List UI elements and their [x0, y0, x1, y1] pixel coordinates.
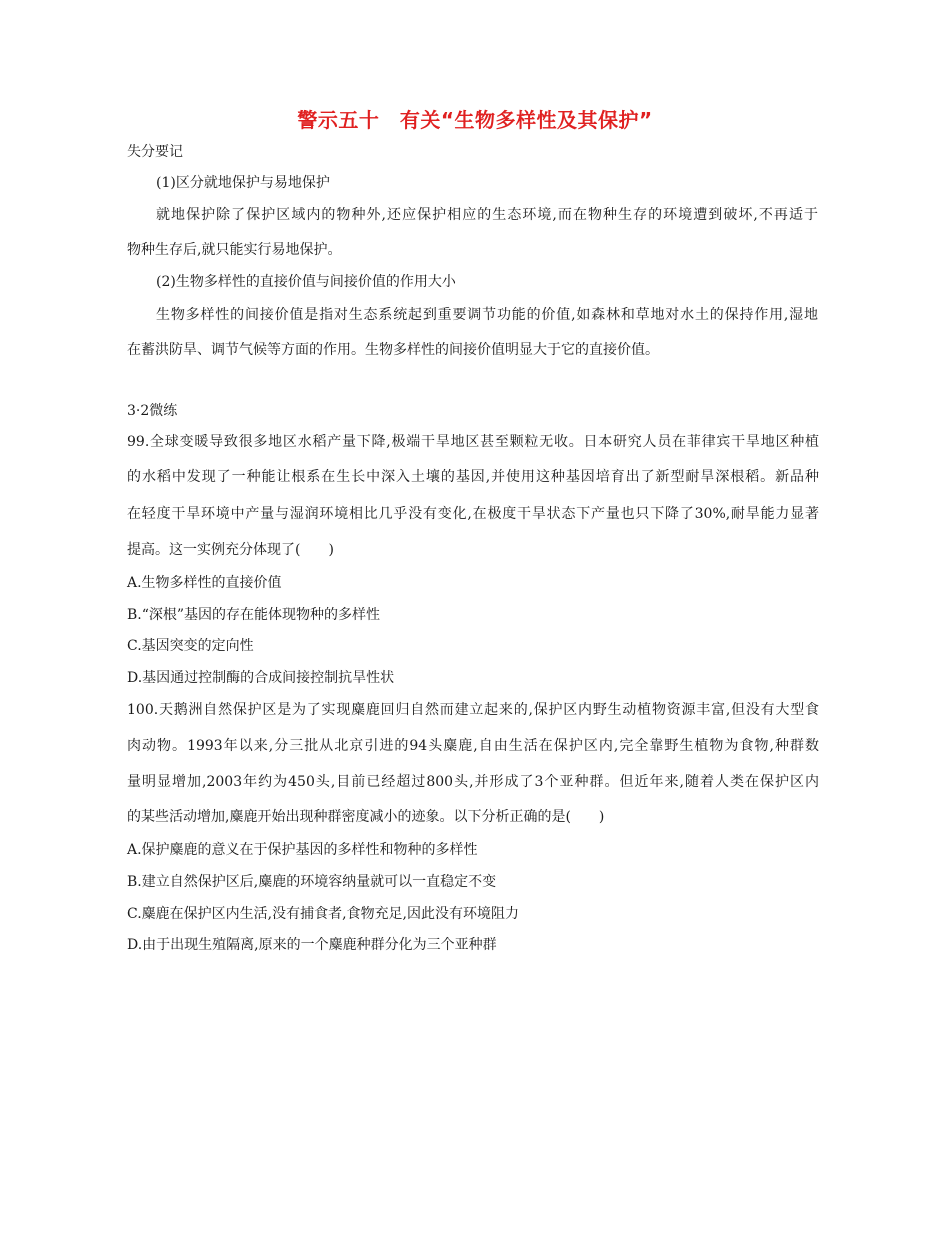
q100-stem-line2: 肉动物。1993年以来,分三批从北京引进的94头麋鹿,自由生活在保护区内,完全靠野生植物为食物,种群数 — [127, 738, 819, 754]
point2-text-line2: 在蓄洪防旱、调节气候等方面的作用。生物多样性的间接价值明显大于它的直接价值。 — [127, 342, 659, 358]
point1-text-line2: 物种生存后,就只能实行易地保护。 — [127, 242, 342, 258]
q100-stem-line3: 量明显增加,2003年约为450头,目前已经超过800头,并形成了3个亚种群。但近年来,随着人类在保护区内 — [127, 774, 819, 790]
section-heading-notes: 失分要记 — [127, 144, 183, 160]
point2-heading: (2)生物多样性的直接价值与间接价值的作用大小 — [156, 274, 456, 290]
q100-option-b: B.建立自然保护区后,麋鹿的环境容纳量就可以一直稳定不变 — [127, 874, 497, 890]
point2-text-line1: 生物多样性的间接价值是指对生态系统起到重要调节功能的价值,如森林和草地对水土的保持作用,湿地 — [156, 307, 818, 323]
q99-option-a: A.生物多样性的直接价值 — [127, 575, 282, 591]
point1-text-line1: 就地保护除了保护区域内的物种外,还应保护相应的生态环境,而在物种生存的环境遭到破坏,不再适于 — [156, 207, 818, 223]
q99-stem-line1: 99.全球变暖导致很多地区水稻产量下降,极端干旱地区甚至颗粒无收。日本研究人员在菲律宾干旱地区种植 — [127, 434, 819, 450]
q99-option-b: B.“深根”基因的存在能体现物种的多样性 — [127, 607, 381, 623]
q99-stem-line3: 在轻度干旱环境中产量与湿润环境相比几乎没有变化,在极度干旱状态下产量也只下降了30%,耐旱能力显著 — [127, 506, 819, 522]
q100-option-d: D.由于出现生殖隔离,原来的一个麋鹿种群分化为三个亚种群 — [127, 937, 497, 953]
point1-heading: (1)区分就地保护与易地保护 — [156, 175, 330, 191]
q100-stem-line1: 100.天鹅洲自然保护区是为了实现麋鹿回归自然而建立起来的,保护区内野生动植物资源丰富,但没有大型食 — [127, 702, 819, 718]
section-heading-practice: 3·2微练 — [127, 403, 178, 419]
q99-stem-line2: 的水稻中发现了一种能让根系在生长中深入土壤的基因,并使用这种基因培育出了新型耐旱深根稻。新品种 — [127, 469, 819, 485]
q99-option-c: C.基因突变的定向性 — [127, 638, 254, 654]
q100-option-c: C.麋鹿在保护区内生活,没有捕食者,食物充足,因此没有环境阻力 — [127, 906, 520, 922]
q99-option-d: D.基因通过控制酶的合成间接控制抗旱性状 — [127, 670, 395, 686]
q99-stem-line4: 提高。这一实例充分体现了( ) — [127, 542, 334, 558]
page-title: 警示五十 有关“生物多样性及其保护” — [297, 108, 653, 132]
q100-option-a: A.保护麋鹿的意义在于保护基因的多样性和物种的多样性 — [127, 842, 478, 858]
q100-stem-line4: 的某些活动增加,麋鹿开始出现种群密度减小的迹象。以下分析正确的是( ) — [127, 809, 605, 825]
